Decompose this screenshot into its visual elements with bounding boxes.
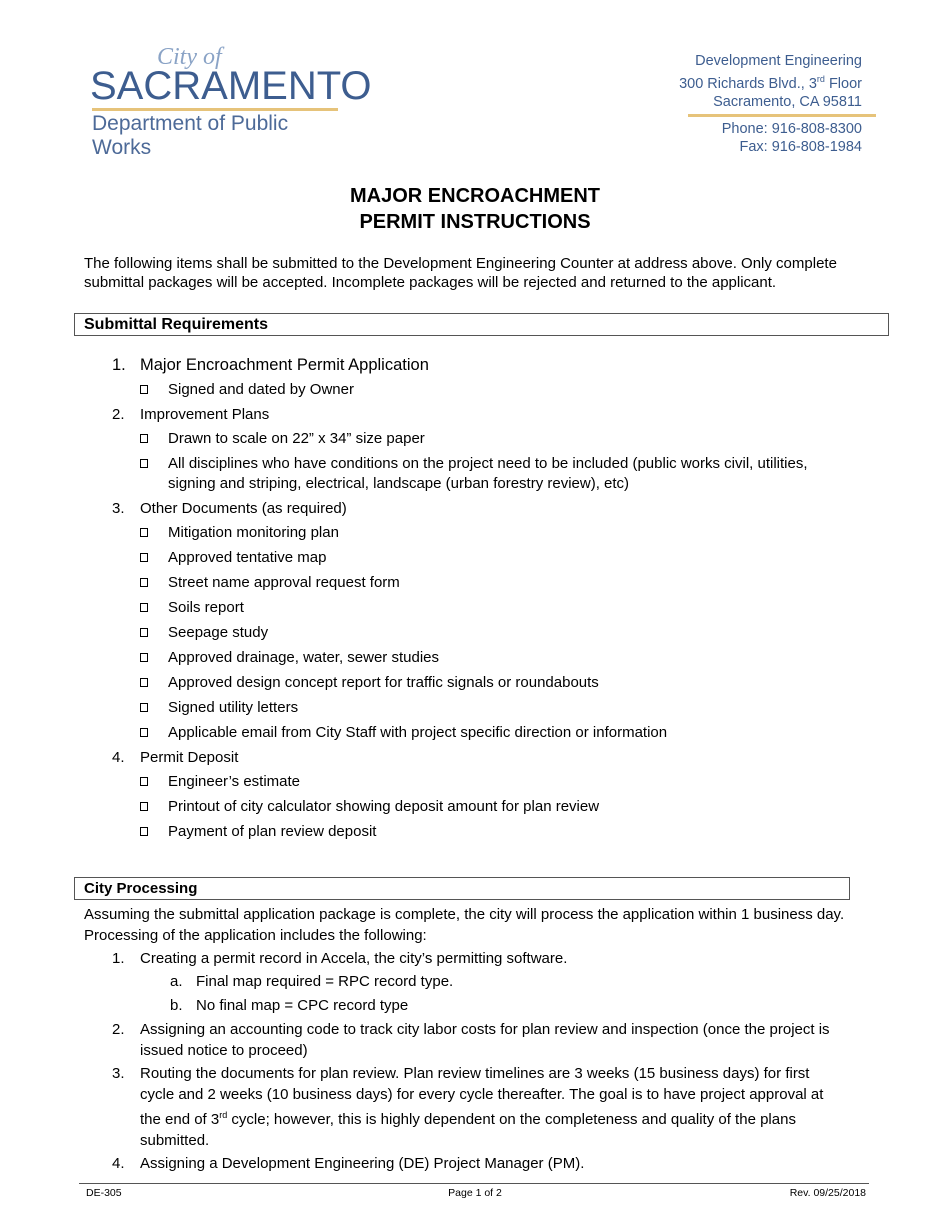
requirement-subitem: Mitigation monitoring plan <box>0 523 950 543</box>
requirement-item: 4. Permit Deposit <box>112 749 239 766</box>
checkbox-icon <box>140 528 148 537</box>
processing-subitem: a. Final map required = RPC record type. <box>170 973 454 990</box>
footer-page-number: Page 1 of 2 <box>448 1187 502 1199</box>
checkbox-icon <box>140 434 148 443</box>
processing-item: 4. Assigning a Development Engineering (DE) Project Manager (PM). <box>112 1155 585 1172</box>
page-title <box>0 183 950 235</box>
submittal-list <box>0 356 950 847</box>
contact-address-line2: Sacramento, CA 95811 <box>713 93 862 110</box>
checkbox-icon <box>140 827 148 836</box>
checkbox-icon <box>140 578 148 587</box>
title-line1: MAJOR ENCROACHMENT <box>350 185 600 207</box>
contact-office: Development Engineering <box>695 53 862 69</box>
checkbox-icon <box>140 553 148 562</box>
title-line2: PERMIT INSTRUCTIONS <box>359 211 591 233</box>
checkbox-icon <box>140 777 148 786</box>
processing-heading: City Processing <box>74 877 850 900</box>
logo-divider <box>92 108 338 111</box>
logo-city-of: City of <box>157 44 222 70</box>
checkbox-icon <box>140 628 148 637</box>
checkbox-icon <box>140 653 148 662</box>
checkbox-icon <box>140 802 148 811</box>
contact-fax: Fax: 916-808-1984 <box>739 138 862 155</box>
processing-intro: Assuming the submittal application package is complete, the city will process the application within 1 business day. Processing of the application includes the following: <box>84 906 845 944</box>
requirement-subitem: Soils report <box>0 598 950 618</box>
logo-sacramento: SACRAMENTO <box>90 64 372 108</box>
requirement-subitem: Printout of city calculator showing deposit amount for plan review <box>0 797 950 817</box>
checkbox-icon <box>140 603 148 612</box>
checkbox-icon <box>140 728 148 737</box>
checkbox-icon <box>140 703 148 712</box>
intro-paragraph: The following items shall be submitted to the Development Engineering Counter at address above. Only complete submittal packages will be accepted. Incomplete packages will be rejected and returned to the applicant. <box>84 255 837 291</box>
checkbox-icon <box>140 459 148 468</box>
requirement-subitem: Approved drainage, water, sewer studies <box>0 648 950 668</box>
contact-divider <box>688 114 876 117</box>
requirement-subitem: Approved design concept report for traffic signals or roundabouts <box>0 673 950 693</box>
requirement-subitem: Applicable email from City Staff with project specific direction or information <box>0 723 950 743</box>
requirement-item: 2. Improvement Plans <box>112 406 270 423</box>
requirement-subitem: Payment of plan review deposit <box>0 822 950 842</box>
contact-address-line1: 300 Richards Blvd., 3rd Floor <box>679 74 862 92</box>
footer-revision: Rev. 09/25/2018 <box>789 1187 866 1199</box>
checkbox-icon <box>140 385 148 394</box>
requirement-subitem: Approved tentative map <box>0 548 950 568</box>
logo-department: Department of Public Works <box>92 112 289 159</box>
requirement-item: 3. Other Documents (as required) <box>112 500 347 517</box>
checkbox-icon <box>140 678 148 687</box>
footer-form-id: DE-305 <box>86 1187 122 1199</box>
requirement-subitem: Street name approval request form <box>0 573 950 593</box>
requirement-item: 1. Major Encroachment Permit Application <box>112 356 429 374</box>
processing-item: 3. Routing the documents for plan review. Plan review timelines are 3 weeks (15 business days) for first cycle and 2 weeks (10 business days) for every cycle thereafter. The goal is to have project approval at the end of 3rd cycle; however, this is highly dependent on the completeness and quality of the plans submitted. <box>112 1065 824 1149</box>
processing-item: 2. Assigning an accounting code to track city labor costs for plan review and inspection (once the project is issued notice to proceed) <box>112 1021 830 1059</box>
contact-phone: Phone: 916-808-8300 <box>721 120 862 137</box>
submittal-heading: Submittal Requirements <box>74 313 889 336</box>
processing-subitem: b. No final map = CPC record type <box>170 997 409 1014</box>
requirement-subitem: Seepage study <box>0 623 950 643</box>
footer-divider <box>79 1183 869 1184</box>
requirement-subitem: Drawn to scale on 22” x 34” size paper <box>0 429 950 449</box>
requirement-subitem: Signed utility letters <box>0 698 950 718</box>
processing-item: 1. Creating a permit record in Accela, the city’s permitting software. <box>112 950 568 967</box>
requirement-subitem: Signed and dated by Owner <box>0 380 950 400</box>
contact-block <box>662 52 862 156</box>
requirement-subitem: All disciplines who have conditions on the project need to be included (public works civil, utilities, signing and striping, electrical, landscape (urban forestry review), etc) <box>0 454 950 494</box>
requirement-subitem: Engineer’s estimate <box>0 772 950 792</box>
processing-list <box>0 948 950 1176</box>
